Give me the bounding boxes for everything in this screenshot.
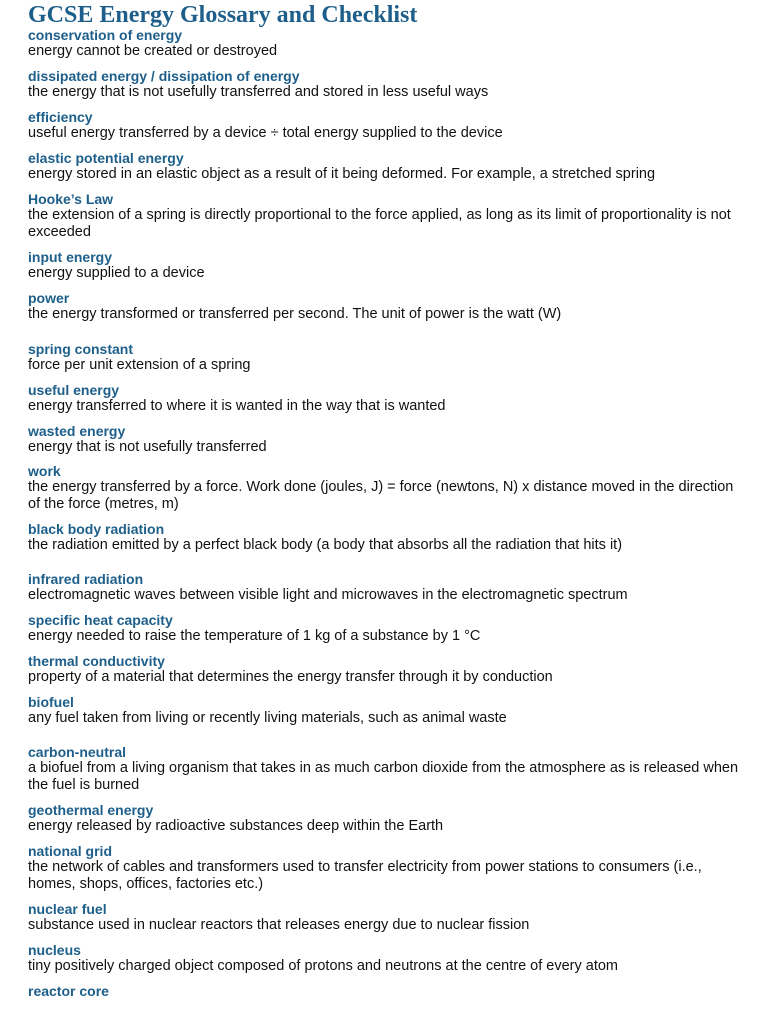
- glossary-term: dissipated energy / dissipation of energy: [28, 68, 300, 84]
- glossary-term: nuclear fuel: [28, 901, 107, 917]
- glossary-definition: the energy transformed or transferred per second. The unit of power is the watt (W): [28, 306, 562, 322]
- glossary-entry: [28, 802, 743, 835]
- glossary-definition: the network of cables and transformers used to transfer electricity from power stations to consumers (i.e., homes, shops, offices, factories etc.): [28, 859, 702, 892]
- glossary-entry: [28, 27, 743, 60]
- glossary-term: useful energy: [28, 382, 120, 398]
- glossary-definition: electromagnetic waves between visible light and microwaves in the electromagnetic spectrum: [28, 587, 628, 603]
- glossary-definition: the extension of a spring is directly proportional to the force applied, as long as its limit of proportionality is not exceeded: [28, 207, 731, 240]
- glossary-entry: [28, 571, 743, 604]
- glossary-definition: energy cannot be created or destroyed: [28, 43, 278, 59]
- glossary-entry: [28, 942, 743, 975]
- glossary-definition: energy that is not usefully transferred: [28, 439, 267, 455]
- glossary-entry: [28, 109, 743, 142]
- glossary-term: efficiency: [28, 109, 93, 125]
- glossary-term: national grid: [28, 843, 112, 859]
- glossary-term: spring constant: [28, 341, 134, 357]
- glossary-term: input energy: [28, 249, 113, 265]
- glossary-term: nucleus: [28, 942, 81, 958]
- glossary-term: conservation of energy: [28, 27, 183, 43]
- glossary-definition: property of a material that determines the energy transfer through it by conduction: [28, 669, 553, 685]
- page-title: GCSE Energy Glossary and Checklist: [28, 2, 418, 28]
- glossary-term: elastic potential energy: [28, 150, 184, 166]
- glossary-term: geothermal energy: [28, 802, 154, 818]
- glossary-entry: [28, 694, 743, 727]
- glossary-definition: the energy transferred by a force. Work done (joules, J) = force (newtons, N) x distance moved in the direction of the force (metres, m): [28, 479, 734, 512]
- glossary-term: thermal conductivity: [28, 653, 165, 669]
- glossary-term: Hooke’s Law: [28, 191, 114, 207]
- glossary-term: black body radiation: [28, 521, 165, 537]
- glossary-definition: the radiation emitted by a perfect black body (a body that absorbs all the radiation that hits it): [28, 537, 623, 553]
- glossary-term: infrared radiation: [28, 571, 144, 587]
- glossary-definition: the energy that is not usefully transferred and stored in less useful ways: [28, 84, 489, 100]
- glossary-term: wasted energy: [28, 423, 126, 439]
- glossary-entry: [28, 521, 743, 554]
- glossary-definition: energy released by radioactive substances deep within the Earth: [28, 818, 444, 834]
- glossary-entry: [28, 423, 743, 456]
- glossary-term: biofuel: [28, 694, 74, 710]
- glossary-entry: [28, 150, 743, 183]
- glossary-term: carbon-neutral: [28, 744, 127, 760]
- glossary-entry: [28, 653, 743, 686]
- glossary-definition: substance used in nuclear reactors that releases energy due to nuclear fission: [28, 917, 530, 933]
- glossary-entry: [28, 901, 743, 934]
- glossary-term: reactor core: [28, 983, 109, 999]
- glossary-entry: [28, 249, 743, 282]
- glossary-entry: [28, 983, 743, 999]
- glossary-entry: [28, 744, 743, 794]
- glossary-definition: any fuel taken from living or recently living materials, such as animal waste: [28, 710, 507, 726]
- glossary-entry: [28, 463, 743, 513]
- glossary-entry: [28, 68, 743, 101]
- glossary-definition: a biofuel from a living organism that takes in as much carbon dioxide from the atmosphere as is released when the fuel is burned: [28, 760, 739, 793]
- glossary-definition: energy needed to raise the temperature of 1 kg of a substance by 1 °C: [28, 628, 481, 644]
- glossary-entry: [28, 382, 743, 415]
- glossary-term: specific heat capacity: [28, 612, 173, 628]
- glossary-entry: [28, 290, 743, 323]
- glossary-entry: [28, 191, 743, 241]
- glossary-definition: energy transferred to where it is wanted in the way that is wanted: [28, 398, 446, 414]
- glossary-term: power: [28, 290, 70, 306]
- glossary-definition: force per unit extension of a spring: [28, 357, 251, 373]
- glossary-definition: tiny positively charged object composed of protons and neutrons at the centre of every atom: [28, 958, 619, 974]
- glossary-entry: [28, 612, 743, 645]
- glossary-definition: energy supplied to a device: [28, 265, 205, 281]
- glossary-definition: energy stored in an elastic object as a result of it being deformed. For example, a stretched spring: [28, 166, 656, 182]
- glossary-entry: [28, 843, 743, 893]
- glossary-entry: [28, 341, 743, 374]
- glossary-definition: useful energy transferred by a device ÷ total energy supplied to the device: [28, 125, 503, 141]
- glossary-term: work: [28, 463, 61, 479]
- glossary-page: [28, 0, 748, 999]
